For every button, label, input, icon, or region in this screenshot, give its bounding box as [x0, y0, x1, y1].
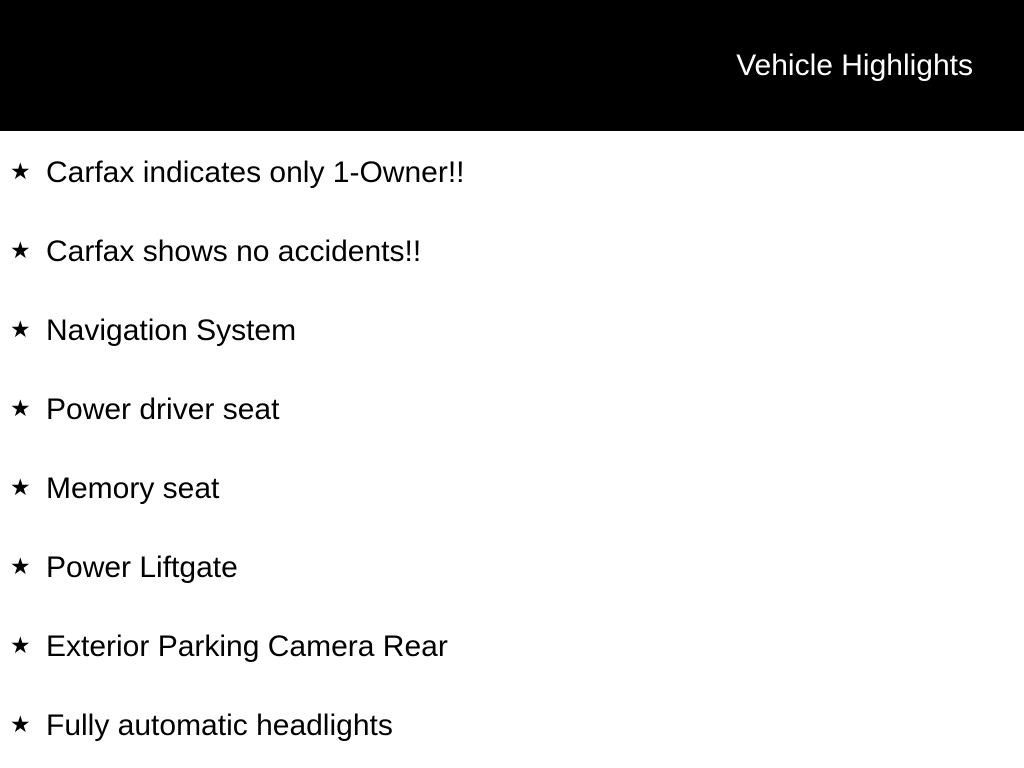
list-item — [0, 133, 1024, 212]
star-icon: ★ — [10, 237, 31, 263]
header-bar — [0, 0, 1024, 131]
page-title: Vehicle Highlights — [736, 48, 973, 82]
list-item-label: Navigation System — [46, 314, 297, 347]
highlights-list — [0, 131, 1024, 765]
star-icon: ★ — [10, 632, 31, 658]
star-icon: ★ — [10, 474, 31, 500]
star-icon: ★ — [10, 158, 31, 184]
list-item — [0, 528, 1024, 607]
list-item — [0, 291, 1024, 370]
star-icon: ★ — [10, 553, 31, 579]
list-item — [0, 449, 1024, 528]
list-item — [0, 686, 1024, 765]
star-icon: ★ — [10, 316, 31, 342]
list-item-label: Fully automatic headlights — [46, 709, 393, 742]
list-item — [0, 607, 1024, 686]
star-icon: ★ — [10, 711, 31, 737]
list-item-label: Memory seat — [46, 472, 220, 505]
list-item-label: Power Liftgate — [46, 551, 238, 584]
list-item-label: Power driver seat — [46, 393, 280, 426]
list-item — [0, 212, 1024, 291]
star-icon: ★ — [10, 395, 31, 421]
list-item-label: Carfax indicates only 1-Owner!! — [46, 156, 465, 189]
list-item-label: Exterior Parking Camera Rear — [46, 630, 448, 663]
list-item — [0, 370, 1024, 449]
list-item-label: Carfax shows no accidents!! — [46, 235, 422, 268]
